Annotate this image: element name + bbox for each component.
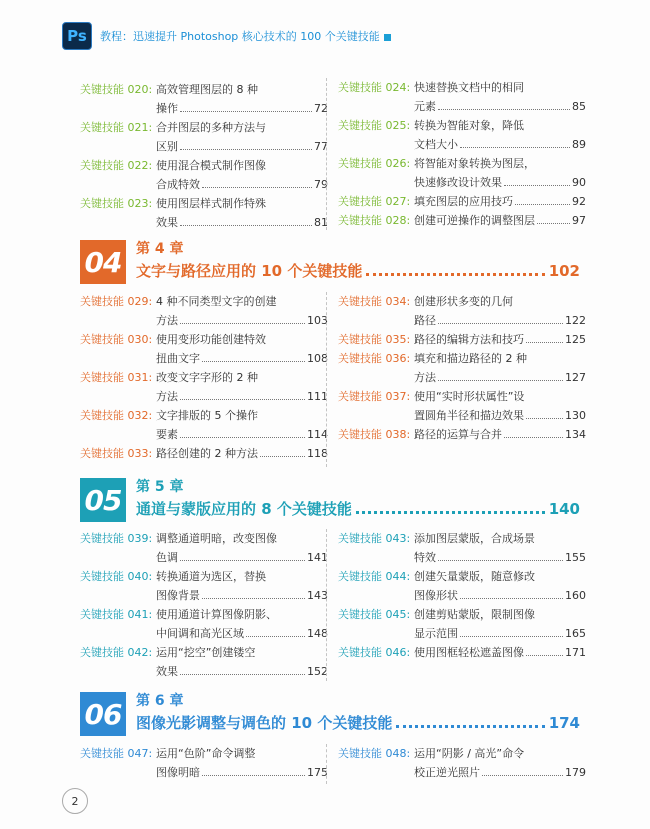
leader-dots xyxy=(180,437,305,438)
entry-label: 关键技能 029: xyxy=(80,295,153,308)
entry-title-line: 转换通道为选区，替换 xyxy=(156,570,266,583)
entry-page-number: 152 xyxy=(307,665,328,678)
entry-page-number: 103 xyxy=(307,314,328,327)
entry-title-line: 转换为智能对象，降低 xyxy=(414,119,524,132)
entry-title-line: 使用图层样式制作特殊 xyxy=(156,197,266,210)
leader-dots xyxy=(526,655,563,656)
entry-page-number: 122 xyxy=(565,314,586,327)
entry-title-line: 效果 xyxy=(156,665,178,678)
entry-title-line: 运用“色阶”命令调整 xyxy=(156,747,256,760)
entry-title-line: 方法 xyxy=(156,390,178,403)
entry-page-number: 97 xyxy=(572,214,586,227)
leader-dots xyxy=(180,674,305,675)
photoshop-logo-icon: Ps xyxy=(62,22,92,50)
entry-title-line: 置圆角半径和描边效果 xyxy=(414,409,524,422)
entry-page-number: 89 xyxy=(572,138,586,151)
entry-title-line: 使用“实时形状属性”设 xyxy=(414,390,525,403)
entry-label: 关键技能 035: xyxy=(338,333,411,346)
leader-dots xyxy=(504,185,570,186)
column-divider xyxy=(326,78,327,230)
entry-title-line: 校正逆光照片 xyxy=(414,766,480,779)
entry-title-line: 调整通道明暗，改变图像 xyxy=(156,532,277,545)
entry-page-number: 90 xyxy=(572,176,586,189)
entry-label: 关键技能 044: xyxy=(338,570,411,583)
entry-title-line: 创建可逆操作的调整图层 xyxy=(414,214,535,227)
leader-dots xyxy=(260,456,305,457)
leader-dots xyxy=(526,342,563,343)
entry-label: 关键技能 028: xyxy=(338,214,411,227)
entry-page-number: 160 xyxy=(565,589,586,602)
entry-title-line: 要素 xyxy=(156,428,178,441)
entry-title-line: 使用变形功能创建特效 xyxy=(156,333,266,346)
leader-dots xyxy=(180,399,305,400)
entry-title-line: 将智能对象转换为图层， xyxy=(414,157,535,170)
entry-page-number: 111 xyxy=(307,390,328,403)
entry-label: 关键技能 021: xyxy=(80,121,153,134)
entry-label: 关键技能 039: xyxy=(80,532,153,545)
entry-page-number: 79 xyxy=(314,178,328,191)
entry-title-line: 扭曲文字 xyxy=(156,352,200,365)
entry-label: 关键技能 023: xyxy=(80,197,153,210)
entry-title-line: 创建剪贴蒙版，限制图像 xyxy=(414,608,535,621)
leader-dots xyxy=(180,149,312,150)
entry-title-line: 快速修改设计效果 xyxy=(414,176,502,189)
entry-page-number: 125 xyxy=(565,333,586,346)
entry-label: 关键技能 047: xyxy=(80,747,153,760)
entry-label: 关键技能 034: xyxy=(338,295,411,308)
chapter-number-badge: 04 xyxy=(80,240,126,284)
entry-label: 关键技能 027: xyxy=(338,195,411,208)
chapter-heading[interactable] xyxy=(80,478,580,524)
chapter-page-number: 140 xyxy=(548,500,580,518)
entry-label: 关键技能 020: xyxy=(80,83,153,96)
chapter-label: 第 4 章 xyxy=(136,241,184,257)
entry-label: 关键技能 042: xyxy=(80,646,153,659)
leader-dots xyxy=(180,225,312,226)
header-title: 教程：迅速提升 Photoshop 核心技术的 100 个关键技能 xyxy=(100,28,391,44)
entry-title-line: 填充图层的应用技巧 xyxy=(414,195,513,208)
entry-label: 关键技能 036: xyxy=(338,352,411,365)
entry-title-line: 路径创建的 2 种方法 xyxy=(156,447,258,460)
entry-label: 关键技能 041: xyxy=(80,608,153,621)
entry-page-number: 179 xyxy=(565,766,586,779)
entry-title-line: 运用“阴影 / 高光”命令 xyxy=(414,747,525,760)
leader-dots xyxy=(396,725,544,728)
entry-title-line: 创建形状多变的几何 xyxy=(414,295,513,308)
entry-title-line: 路径的编辑方法和技巧 xyxy=(414,333,524,346)
entry-title-line: 显示范围 xyxy=(414,627,458,640)
leader-dots xyxy=(356,511,545,514)
leader-dots xyxy=(504,437,563,438)
chapter-heading[interactable] xyxy=(80,692,580,738)
entry-page-number: 108 xyxy=(307,352,328,365)
leader-dots xyxy=(202,775,305,776)
entry-page-number: 148 xyxy=(307,627,328,640)
entry-label: 关键技能 043: xyxy=(338,532,411,545)
leader-dots xyxy=(438,109,570,110)
chapter-number-badge: 05 xyxy=(80,478,126,522)
entry-title-line: 文档大小 xyxy=(414,138,458,151)
entry-page-number: 171 xyxy=(565,646,586,659)
entry-label: 关键技能 033: xyxy=(80,447,153,460)
entry-label: 关键技能 038: xyxy=(338,428,411,441)
entry-page-number: 118 xyxy=(307,447,328,460)
entry-page-number: 134 xyxy=(565,428,586,441)
leader-dots xyxy=(180,111,312,112)
entry-title-line: 高效管理图层的 8 种 xyxy=(156,83,258,96)
square-icon xyxy=(384,34,391,41)
entry-title-line: 图像背景 xyxy=(156,589,200,602)
entry-title-line: 添加图层蒙版，合成场景 xyxy=(414,532,535,545)
entry-title-line: 使用混合模式制作图像 xyxy=(156,159,266,172)
entry-label: 关键技能 022: xyxy=(80,159,153,172)
entry-page-number: 141 xyxy=(307,551,328,564)
leader-dots xyxy=(438,560,563,561)
entry-page-number: 92 xyxy=(572,195,586,208)
entry-title-line: 色调 xyxy=(156,551,178,564)
leader-dots xyxy=(180,560,305,561)
column-divider xyxy=(326,292,327,467)
chapter-title: 图像光影调整与调色的 10 个关键技能 xyxy=(136,714,393,732)
entry-label: 关键技能 032: xyxy=(80,409,153,422)
chapter-page-number: 174 xyxy=(548,714,580,732)
leader-dots xyxy=(438,380,563,381)
leader-dots xyxy=(460,636,563,637)
entry-page-number: 165 xyxy=(565,627,586,640)
entry-page-number: 85 xyxy=(572,100,586,113)
entry-title-line: 特效 xyxy=(414,551,436,564)
leader-dots xyxy=(202,187,312,188)
page-header xyxy=(62,22,391,50)
entry-title-line: 元素 xyxy=(414,100,436,113)
column-divider xyxy=(326,529,327,681)
chapter-title: 通道与蒙版应用的 8 个关键技能 xyxy=(136,500,352,518)
chapter-title: 文字与路径应用的 10 个关键技能 xyxy=(136,262,363,280)
leader-dots xyxy=(482,775,563,776)
entry-title-line: 创建矢量蒙版，随意修改 xyxy=(414,570,535,583)
leader-dots xyxy=(526,418,563,419)
chapter-heading[interactable] xyxy=(80,240,580,286)
entry-title-line: 填充和描边路径的 2 种 xyxy=(414,352,527,365)
entry-title-line: 快速替换文档中的相同 xyxy=(414,81,524,94)
leader-dots xyxy=(180,323,305,324)
entry-page-number: 81 xyxy=(314,216,328,229)
chapter-page-number: 102 xyxy=(548,262,580,280)
leader-dots xyxy=(366,273,544,276)
leader-dots xyxy=(515,204,570,205)
entry-page-number: 127 xyxy=(565,371,586,384)
entry-label: 关键技能 046: xyxy=(338,646,411,659)
entry-label: 关键技能 024: xyxy=(338,81,411,94)
entry-title-line: 方法 xyxy=(414,371,436,384)
leader-dots xyxy=(202,598,305,599)
leader-dots xyxy=(202,361,305,362)
entry-page-number: 143 xyxy=(307,589,328,602)
entry-title-line: 中间调和高光区域 xyxy=(156,627,244,640)
entry-page-number: 72 xyxy=(314,102,328,115)
page-number: 2 xyxy=(62,788,88,814)
leader-dots xyxy=(537,223,570,224)
entry-title-line: 路径 xyxy=(414,314,436,327)
entry-title-line: 合成特效 xyxy=(156,178,200,191)
entry-label: 关键技能 045: xyxy=(338,608,411,621)
entry-label: 关键技能 040: xyxy=(80,570,153,583)
chapter-number-badge: 06 xyxy=(80,692,126,736)
entry-page-number: 114 xyxy=(307,428,328,441)
entry-page-number: 175 xyxy=(307,766,328,779)
entry-title-line: 文字排版的 5 个操作 xyxy=(156,409,258,422)
chapter-label: 第 5 章 xyxy=(136,479,184,495)
entry-page-number: 155 xyxy=(565,551,586,564)
chapter-label: 第 6 章 xyxy=(136,693,184,709)
leader-dots xyxy=(460,147,570,148)
entry-label: 关键技能 048: xyxy=(338,747,411,760)
entry-title-line: 区别 xyxy=(156,140,178,153)
entry-title-line: 改变文字字形的 2 种 xyxy=(156,371,258,384)
entry-title-line: 运用“挖空”创建镂空 xyxy=(156,646,256,659)
entry-label: 关键技能 025: xyxy=(338,119,411,132)
entry-title-line: 图像形状 xyxy=(414,589,458,602)
leader-dots xyxy=(246,636,305,637)
leader-dots xyxy=(438,323,563,324)
entry-page-number: 130 xyxy=(565,409,586,422)
entry-title-line: 方法 xyxy=(156,314,178,327)
entry-title-line: 图像明暗 xyxy=(156,766,200,779)
entry-title-line: 合并图层的多种方法与 xyxy=(156,121,266,134)
entry-label: 关键技能 037: xyxy=(338,390,411,403)
entry-title-line: 路径的运算与合并 xyxy=(414,428,502,441)
entry-title-line: 使用图框轻松遮盖图像 xyxy=(414,646,524,659)
entry-label: 关键技能 030: xyxy=(80,333,153,346)
entry-page-number: 77 xyxy=(314,140,328,153)
entry-label: 关键技能 026: xyxy=(338,157,411,170)
entry-title-line: 4 种不同类型文字的创建 xyxy=(156,295,277,308)
leader-dots xyxy=(460,598,563,599)
entry-title-line: 效果 xyxy=(156,216,178,229)
entry-title-line: 操作 xyxy=(156,102,178,115)
column-divider xyxy=(326,744,327,784)
entry-title-line: 使用通道计算图像阴影、 xyxy=(156,608,277,621)
entry-label: 关键技能 031: xyxy=(80,371,153,384)
